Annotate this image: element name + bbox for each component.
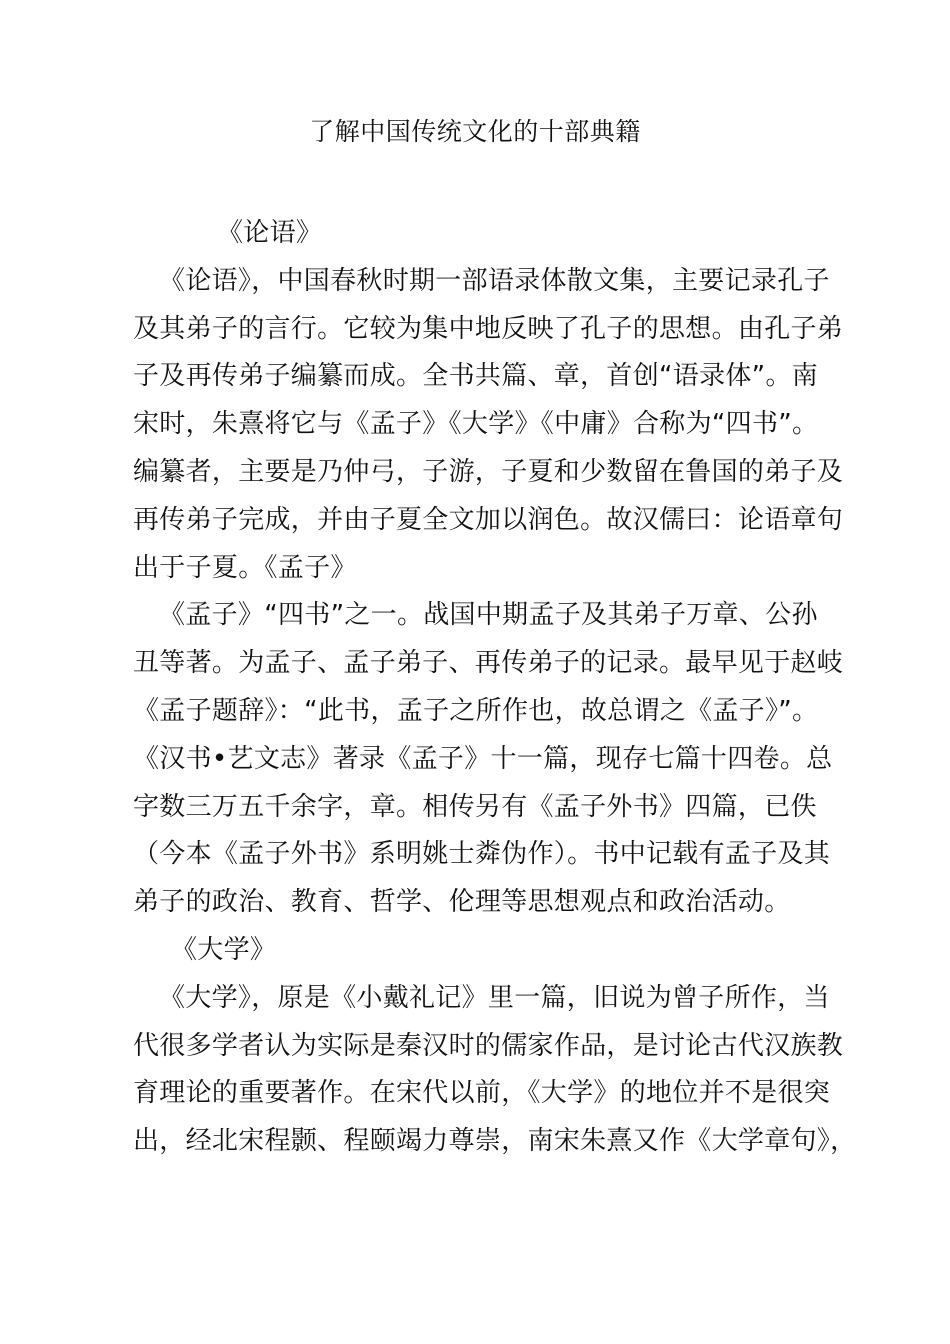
paragraph-line: 弟子的政治、教育、哲学、伦理等思想观点和政治活动。 (133, 887, 791, 918)
paragraph-line: 及其弟子的言行。它较为集中地反映了孔子的思想。由孔子弟 (133, 313, 844, 344)
paragraph-line: 出，经北宋程颢、程颐竭力尊崇，南宋朱熹又作《大学章句》， (133, 1126, 857, 1157)
document-title: 了解中国传统文化的十部典籍 (309, 117, 641, 146)
paragraph-line: 丑等著。为孟子、孟子弟子、再传弟子的记录。最早见于赵岐 (133, 648, 844, 679)
paragraph-line: 出于子夏。《孟子》 (133, 552, 357, 583)
section-heading-lunyu: 《论语》 (217, 218, 323, 248)
paragraph-line: 《论语》，中国春秋时期一部语录体散文集，主要记录孔子 (159, 265, 830, 296)
paragraph-line: 《汉书•艺文志》著录《孟子》十一篇，现存七篇十四卷。总 (133, 743, 833, 774)
paragraph-line: 《孟子》“四书”之一。战国中期孟子及其弟子万章、公孙 (159, 600, 818, 631)
paragraph-line: 《大学》，原是《小戴礼记》里一篇，旧说为曾子所作，当 (159, 982, 830, 1013)
paragraph-line: 《孟子题辞》：“此书，孟子之所作也，故总谓之《孟子》”。 (133, 695, 819, 726)
paragraph-line: 育理论的重要著作。在宋代以前，《大学》的地位并不是很突 (133, 1078, 831, 1109)
paragraph-line: 宋时，朱熹将它与《孟子》《大学》《中庸》合称为“四书”。 (133, 409, 819, 440)
paragraph-line: 再传弟子完成，并由子夏全文加以润色。故汉儒曰：论语章句 (133, 504, 844, 535)
section-heading-daxue: 《大学》 (171, 934, 277, 965)
paragraph-line: 代很多学者认为实际是秦汉时的儒家作品，是讨论古代汉族教 (133, 1030, 844, 1061)
paragraph-line: 字数三万五千余字，章。相传另有《孟子外书》四篇，已佚 (133, 791, 817, 822)
paragraph-line: 子及再传弟子编纂而成。全书共篇、章，首创“语录体”。南 (133, 361, 819, 392)
document-body (133, 210, 857, 1166)
paragraph-line: （今本《孟子外书》系明姚士粦伪作）。书中记载有孟子及其 (133, 839, 831, 870)
paragraph-line: 编纂者，主要是乃仲弓，子游，子夏和少数留在鲁国的弟子及 (133, 456, 844, 487)
